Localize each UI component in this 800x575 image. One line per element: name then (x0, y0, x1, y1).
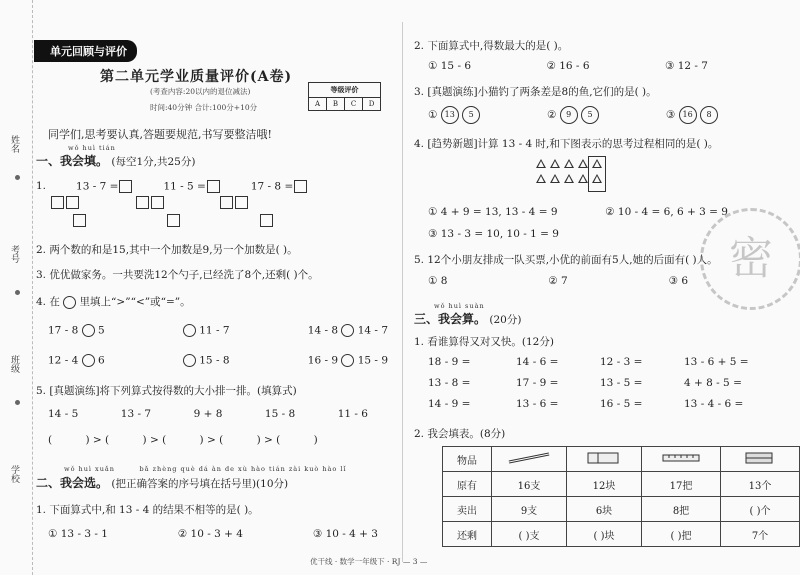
r-q2-text: 2. 下面算式中,得数最大的是( )。 (414, 40, 569, 52)
q4-text: 4. 在 (36, 296, 60, 308)
option[interactable]: ③ 10 - 4 + 3 (312, 528, 378, 540)
section-badge: 单元回顾与评价 (34, 40, 137, 62)
item-cell (642, 447, 721, 472)
compare-circle[interactable] (183, 324, 196, 337)
table-cell: 17把 (642, 472, 721, 497)
grade-level[interactable]: A (309, 98, 327, 110)
option[interactable]: ① 13 - 3 - 1 (48, 528, 108, 540)
table-row (443, 447, 800, 472)
subtitle: (考查内容:20以内的退位减法) (150, 87, 251, 96)
q3-text: 3. 优优做家务。一共要洗12个勺子,已经洗了8个,还剩( )个。 (36, 269, 319, 281)
table-cell-blank[interactable]: ( )支 (492, 522, 567, 547)
table-row (443, 522, 800, 547)
triangle-icon (564, 174, 574, 183)
answer-box[interactable] (220, 196, 233, 209)
table-header: 原有 (443, 472, 492, 497)
compare-right: 15 - 9 (357, 354, 388, 367)
option-marker: ② (546, 109, 557, 121)
sec2-title: 二、我会选。 (36, 476, 109, 490)
grade-level[interactable]: C (345, 98, 363, 110)
q4-text2: 里填上“>”“<”或“=”。 (79, 296, 191, 308)
option[interactable]: ③ 13 - 3 = 10, 10 - 1 = 9 (428, 228, 559, 240)
table-cell-blank[interactable]: ( )把 (642, 522, 721, 547)
watermark-seal: 密 (700, 208, 800, 310)
compare-circle[interactable] (82, 324, 95, 337)
calc-label: 1. 看谁算得又对又快。(12分) (414, 336, 554, 348)
q4-instruction (36, 294, 191, 309)
calc-item[interactable]: 14 - 6 = (516, 356, 559, 368)
sec3-title: 三、我会算。 (414, 312, 487, 326)
q5-blank[interactable]: ( ) > ( ) > ( ) > ( ) > ( ) (48, 434, 318, 446)
option[interactable]: ③ 12 - 7 (664, 60, 708, 72)
q1-expr: 17 - 8 = (250, 180, 294, 193)
r-q5-text: 5. 12个小朋友排成一队买票,小优的前面有5人,她的后面有( )人。 (414, 254, 718, 266)
compare-right: 14 - 7 (357, 324, 388, 337)
sec1-pinyin: wǒ huì tián (68, 144, 116, 152)
sec2-note: (把正确答案的序号填在括号里)(10分) (111, 478, 289, 490)
compare-circle[interactable] (82, 354, 95, 367)
q1-item (251, 180, 308, 193)
eraser-icon (584, 451, 624, 465)
compare-pair (308, 324, 388, 337)
margin-dot (15, 175, 20, 180)
r-q4-text: 4. [趋势新题]计算 13 - 4 时,和下图表示的思考过程相同的是( )。 (414, 138, 719, 150)
compare-right: 11 - 7 (199, 324, 230, 337)
fish-option[interactable] (547, 106, 599, 124)
triangle-diagram (534, 158, 610, 192)
triangle-icon (564, 159, 574, 168)
margin-dot (15, 290, 20, 295)
option[interactable]: ② 10 - 4 = 6, 6 + 3 = 9 (605, 206, 728, 218)
compare-right: 5 (97, 324, 105, 337)
triangle-icon (536, 174, 546, 183)
fish-icon: 8 (700, 106, 718, 124)
column-divider (402, 22, 403, 562)
q1-expr: 11 - 5 = (163, 180, 206, 193)
q5-text: 5. [真题演练]将下列算式按得数的大小排一排。(填算式) (36, 385, 297, 397)
option[interactable]: ① 8 (428, 275, 448, 287)
q5-expr: 15 - 8 (264, 408, 296, 420)
item-cell (492, 447, 567, 472)
option-marker: ③ (665, 109, 676, 121)
triangle-icon (578, 174, 588, 183)
fish-option[interactable] (666, 106, 718, 124)
option[interactable]: ① 4 + 9 = 13, 13 - 4 = 9 (428, 206, 558, 218)
q2-text: 2. 两个数的和是15,其中一个加数是9,另一个加数是( )。 (36, 244, 298, 256)
margin-label-class: 班级 (9, 355, 19, 373)
fish-icon: 5 (581, 106, 599, 124)
fish-icon: 13 (441, 106, 459, 124)
compare-circle[interactable] (183, 354, 196, 367)
table-row (443, 497, 800, 522)
grade-level[interactable]: D (368, 100, 375, 108)
q5-expr: 11 - 6 (337, 408, 368, 420)
table-cell: 9支 (492, 497, 567, 522)
sec2-pinyin: wǒ huì xuǎn bǎ zhèng què dá àn de xù hào tián zài kuò hào lǐ (64, 465, 347, 473)
page-title: 第二单元学业质量评价(A卷) (100, 69, 293, 85)
option[interactable]: ② 16 - 6 (546, 60, 590, 72)
table-cell: 6块 (567, 497, 642, 522)
q1-row (36, 180, 308, 193)
calc-item[interactable]: 18 - 9 = (428, 356, 471, 368)
grade-box (308, 82, 381, 111)
q5-expr: 14 - 5 (48, 408, 79, 420)
q5-expr: 9 + 8 (193, 408, 223, 420)
answer-box[interactable] (73, 214, 86, 227)
table-row (443, 472, 800, 497)
compare-pair (183, 354, 230, 367)
calc-item[interactable]: 13 - 4 - 6 = (684, 398, 744, 410)
calc-item[interactable]: 13 - 6 + 5 = (684, 356, 749, 368)
calc-item[interactable]: 12 - 3 = (600, 356, 643, 368)
answer-box[interactable] (66, 196, 79, 209)
table-cell: 7个 (721, 522, 800, 547)
circle-icon (63, 296, 76, 309)
intro-text: 同学们,思考要认真,答题要规范,书写要整洁哦! (48, 128, 272, 141)
table-header: 物品 (443, 447, 492, 472)
q5-exprs (48, 408, 368, 420)
q1-number: 1. (36, 180, 47, 192)
table-header: 还剩 (443, 522, 492, 547)
q1-split-boxes (50, 196, 249, 209)
answer-box[interactable] (136, 196, 149, 209)
calc-grid (428, 356, 768, 410)
r-q5-options (428, 275, 688, 287)
sec1-heading (36, 152, 195, 169)
triangle-icon (536, 159, 546, 168)
answer-box[interactable] (294, 180, 307, 193)
answer-box[interactable] (260, 214, 273, 227)
q5-expr: 13 - 7 (120, 408, 152, 420)
calc-row (428, 356, 768, 368)
sec3-heading (414, 310, 521, 327)
table-cell: 12块 (567, 472, 642, 497)
page-footer: 优干线 · 数学一年级下 · RJ — 3 — (310, 557, 428, 566)
margin-label-school: 学校 (9, 465, 19, 483)
fill-table (442, 446, 800, 547)
binding-margin (0, 0, 33, 575)
q1-item (76, 180, 133, 193)
compare-circle[interactable] (341, 324, 354, 337)
time-info: 时间:40分钟 合计:100分+10分 (150, 103, 258, 112)
compare-right: 15 - 8 (199, 354, 230, 367)
triangle-icon (550, 159, 560, 168)
r-q1-options (48, 528, 378, 540)
answer-box[interactable] (207, 180, 220, 193)
sharpener-icon (740, 451, 780, 465)
table-cell: 13个 (721, 472, 800, 497)
r-q4-options-1 (428, 206, 728, 218)
grade-level[interactable]: B (327, 98, 345, 110)
fish-icon: 9 (560, 106, 578, 124)
fish-icon: 16 (679, 106, 697, 124)
compare-pair (48, 354, 105, 367)
fill-table-wrap (442, 446, 800, 547)
item-cell (721, 447, 800, 472)
fish-icon: 5 (462, 106, 480, 124)
margin-dot (15, 400, 20, 405)
compare-left: 16 - 9 (307, 354, 339, 367)
sec2-heading (36, 474, 288, 491)
q4-row (48, 324, 388, 337)
option[interactable]: ② 10 - 3 + 4 (177, 528, 243, 540)
calc-item[interactable]: 13 - 6 = (516, 398, 559, 410)
group-box (588, 156, 606, 192)
triangle-icon (550, 174, 560, 183)
table-cell: 16支 (492, 472, 567, 497)
compare-pair (183, 324, 230, 337)
grade-box-header: 等级评价 (309, 83, 380, 98)
option[interactable]: ③ 6 (668, 275, 688, 287)
r-q2-options (428, 60, 708, 72)
sec1-title: 一、我会填。 (36, 154, 109, 168)
compare-circle[interactable] (341, 354, 354, 367)
answer-box[interactable] (119, 180, 132, 193)
table-cell-blank[interactable]: ( )个 (721, 497, 800, 522)
table-cell: 8把 (642, 497, 721, 522)
r-q1-text: 1. 下面算式中,和 13 - 4 的结果不相等的是( )。 (36, 504, 259, 516)
compare-right: 6 (97, 354, 105, 367)
answer-box[interactable] (235, 196, 248, 209)
q4-row (48, 354, 388, 367)
option-marker: ① (428, 109, 438, 121)
answer-box[interactable] (167, 214, 180, 227)
fish-option[interactable] (428, 106, 480, 124)
margin-label-name: 姓名 (9, 135, 19, 153)
table-header: 卖出 (443, 497, 492, 522)
fill-table-label: 2. 我会填表。(8分) (414, 428, 506, 440)
sec1-note: (每空1分,共25分) (111, 156, 196, 168)
answer-box[interactable] (151, 196, 164, 209)
q1-split-boxes-2 (72, 214, 274, 227)
option[interactable]: ① 15 - 6 (428, 60, 472, 72)
ruler-icon (659, 451, 703, 465)
compare-pair (308, 354, 388, 367)
answer-box[interactable] (51, 196, 64, 209)
calc-item[interactable]: 17 - 9 = (516, 377, 559, 389)
compare-left: 17 - 8 (48, 324, 79, 337)
calc-row (428, 398, 768, 410)
pencil-icon (505, 452, 553, 464)
sec3-note: (20分) (489, 314, 522, 326)
item-cell (567, 447, 642, 472)
q1-item (163, 180, 220, 193)
calc-item[interactable]: 13 - 8 = (428, 377, 471, 389)
calc-row (428, 377, 768, 389)
option[interactable]: ② 7 (548, 275, 568, 287)
calc-item[interactable]: 4 + 8 - 5 = (684, 377, 742, 389)
r-q3-text: 3. [真题演练]小猫钓了两条差是8的鱼,它们的是( )。 (414, 86, 657, 98)
calc-item[interactable]: 16 - 5 = (600, 398, 643, 410)
compare-left: 12 - 4 (48, 354, 79, 367)
calc-item[interactable]: 14 - 9 = (428, 398, 471, 410)
calc-item[interactable]: 13 - 5 = (600, 377, 643, 389)
compare-pair (48, 324, 105, 337)
triangle-icon (578, 159, 588, 168)
margin-label-exam-no: 考号 (9, 245, 19, 263)
compare-left: 14 - 8 (307, 324, 339, 337)
q1-expr: 13 - 7 = (76, 180, 119, 193)
sec3-pinyin: wǒ huì suàn (434, 302, 485, 310)
r-q3-options (428, 106, 718, 124)
table-cell-blank[interactable]: ( )块 (567, 522, 642, 547)
